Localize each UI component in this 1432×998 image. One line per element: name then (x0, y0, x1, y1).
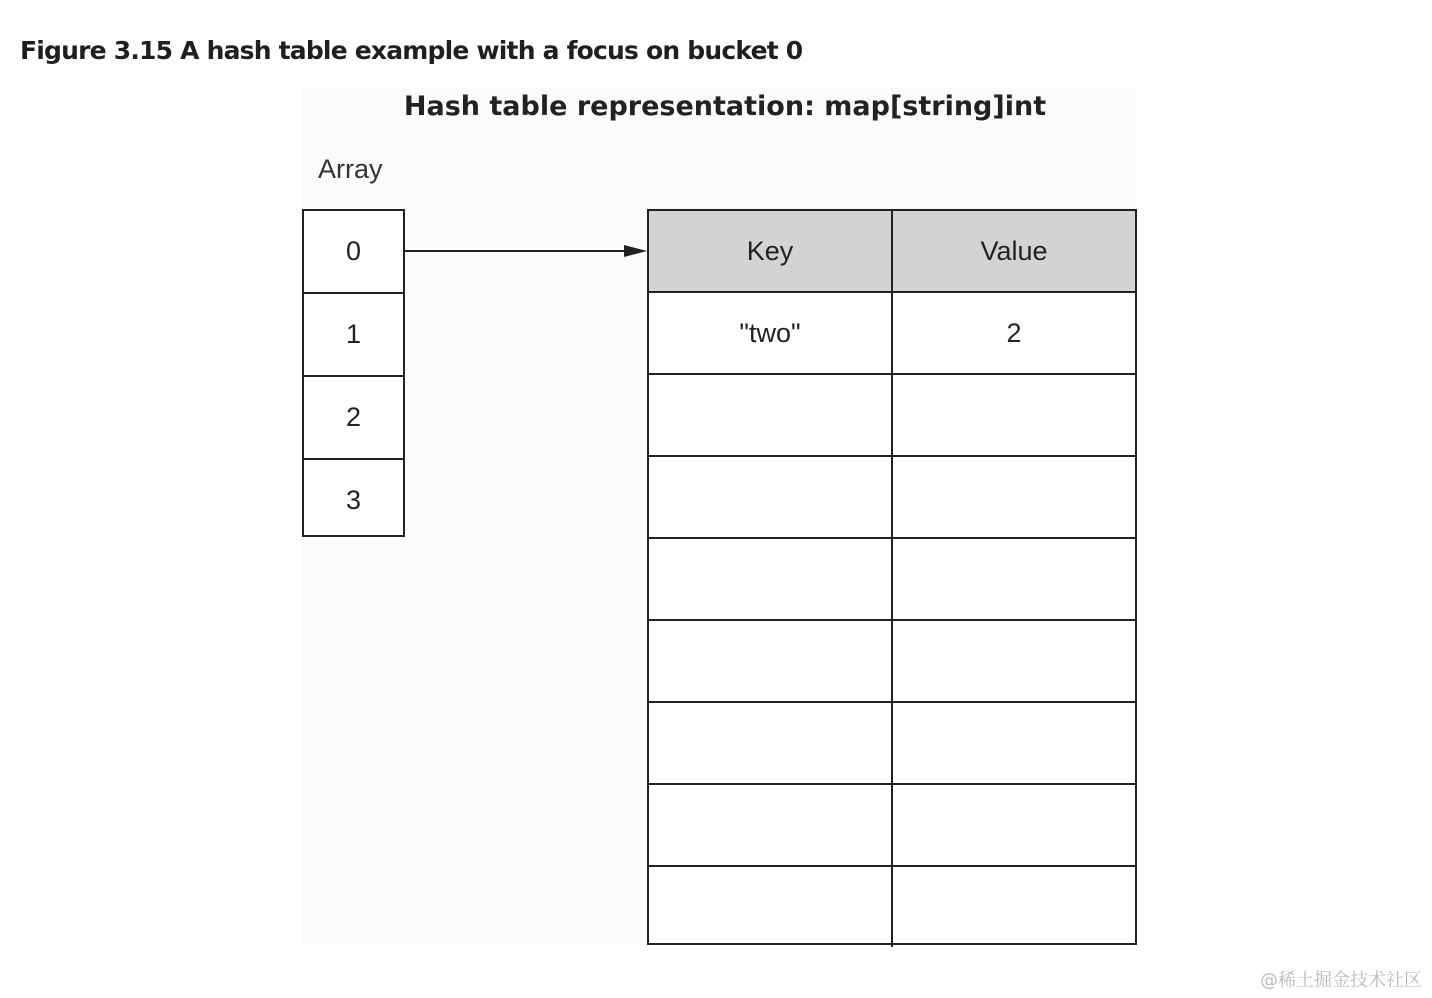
value-cell (891, 785, 1135, 865)
bucket-array (302, 209, 405, 537)
table-row (649, 375, 1135, 457)
key-cell (649, 785, 891, 865)
bucket-pointer-arrow (404, 240, 652, 262)
watermark: @稀土掘金技术社区 (1260, 970, 1422, 991)
array-label: Array (318, 154, 383, 184)
table-header-row (649, 211, 1135, 293)
table-row (649, 621, 1135, 703)
bucket-table (647, 209, 1137, 945)
array-cell-0: 0 (304, 211, 403, 294)
figure-caption: Figure 3.15 A hash table example with a focus on bucket 0 (20, 36, 803, 65)
table-row (649, 293, 1135, 375)
key-cell (649, 375, 891, 455)
key-cell (649, 457, 891, 537)
value-cell (891, 621, 1135, 701)
key-column-header: Key (746, 235, 794, 266)
key-cell (649, 867, 891, 947)
key-cell (649, 621, 891, 701)
table-row (649, 703, 1135, 785)
value-column-header: Value (891, 211, 1135, 291)
value-cell (891, 457, 1135, 537)
table-row (649, 457, 1135, 539)
value-cell: 2 (891, 293, 1135, 373)
array-cell-3: 3 (345, 484, 362, 515)
key-cell (649, 539, 891, 619)
array-cell-2: 2 (304, 377, 403, 460)
value-cell (891, 867, 1135, 947)
value-cell (891, 539, 1135, 619)
table-row (649, 867, 1135, 947)
key-cell: "two" (739, 317, 801, 348)
value-cell (891, 703, 1135, 783)
table-row (649, 785, 1135, 867)
array-cell-1: 1 (304, 294, 403, 377)
value-cell (891, 375, 1135, 455)
key-cell (649, 703, 891, 783)
diagram-title: Hash table representation: map[string]int (403, 91, 1047, 122)
table-row (649, 539, 1135, 621)
